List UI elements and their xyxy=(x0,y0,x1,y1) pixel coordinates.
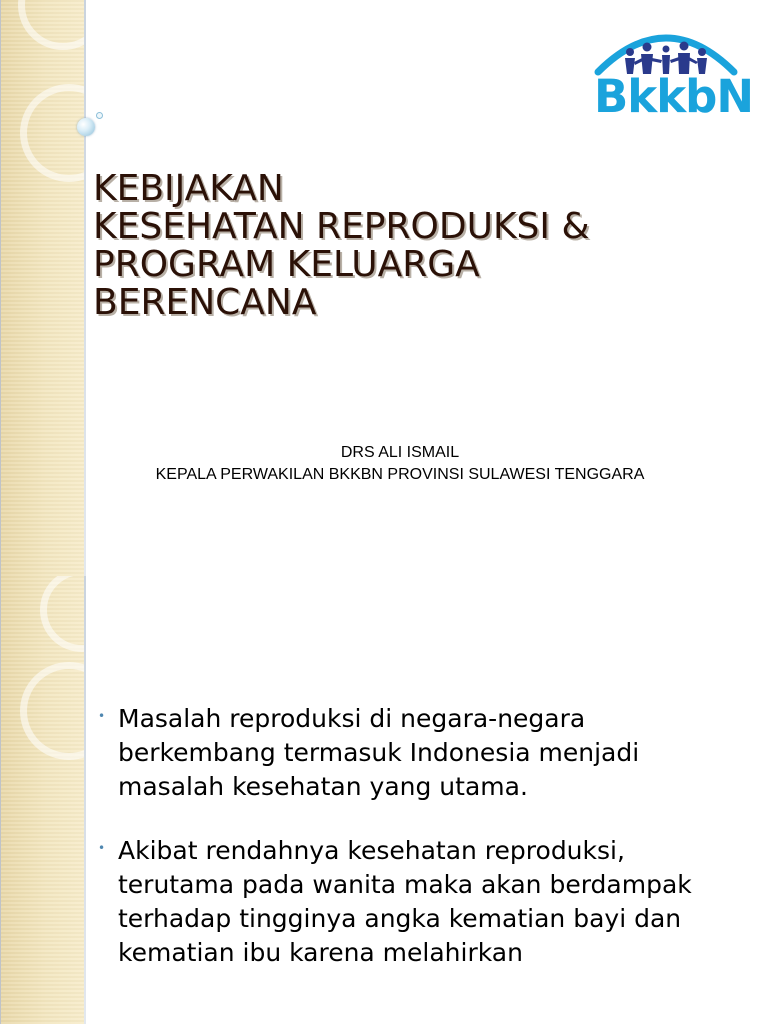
bullet-text: Masalah reproduksi di negara-negara berkembang termasuk Indonesia menjadi masalah kesehatan yang utama. xyxy=(118,704,640,801)
decorative-side-strip xyxy=(0,576,84,1024)
divider xyxy=(84,576,86,1024)
bullet-icon: • xyxy=(98,709,106,723)
title-line: PROGRAM KELUARGA xyxy=(93,244,480,285)
title-line: BERENCANA xyxy=(93,282,317,323)
bullet-list xyxy=(96,702,736,970)
divider xyxy=(0,0,1,576)
family-arch-icon xyxy=(592,16,740,76)
divider xyxy=(84,0,86,576)
decorative-ring-icon xyxy=(40,576,124,652)
bead-icon xyxy=(77,118,95,136)
bead-icon xyxy=(96,112,103,119)
decorative-side-strip xyxy=(0,0,84,576)
decorative-ring-icon xyxy=(18,0,108,50)
content-slide xyxy=(0,576,768,1024)
bullet-icon: • xyxy=(98,841,106,855)
title-line: KESEHATAN REPRODUKSI & xyxy=(93,206,590,247)
logo-text: BkkbN xyxy=(594,70,754,123)
presenter-info xyxy=(90,442,710,486)
presenter-role: KEPALA PERWAKILAN BKKBN PROVINSI SULAWESI TENGGARA xyxy=(155,466,645,483)
title-line: KEBIJAKAN xyxy=(93,168,284,209)
presenter-name: DRS ALI ISMAIL xyxy=(340,444,460,461)
list-item xyxy=(96,702,736,804)
divider xyxy=(0,576,1,1024)
bullet-text: Akibat rendahnya kesehatan reproduksi, terutama pada wanita maka akan berdampak terhadap tingginya angka kematian bayi dan kematian ibu karena melahirkan xyxy=(118,836,692,967)
list-item xyxy=(96,834,736,970)
slide-title xyxy=(93,170,753,322)
